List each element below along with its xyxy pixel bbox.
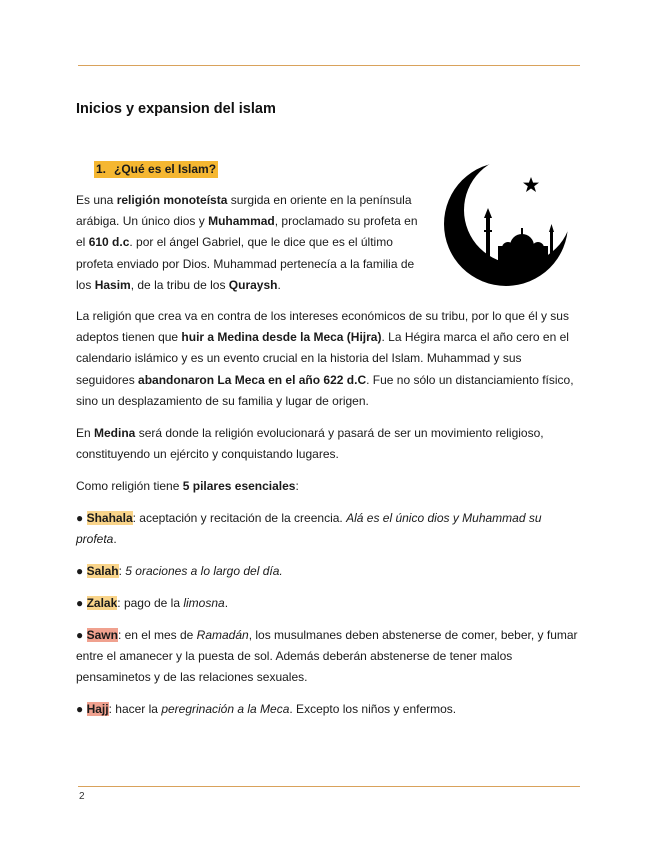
pillar-name: Sawn (86, 628, 118, 642)
hijra-paragraph: La religión que crea va en contra de los intereses económicos de su tribu, por lo que él y sus adeptos tienen que huir a Medina desde la Meca (Hijra). La Hégira marca el año cero en el calendario islámico y es un evento crucial en la historia del Islam. Muhammad y sus seguidores abandonaron La Meca en el año 622 d.C. Fue no sólo un distanciamiento físico, sino un desplazamiento de su familia y lugar de origen. (76, 309, 574, 408)
header-rule (78, 65, 580, 66)
section-number: 1. (96, 162, 107, 176)
page-number: 2 (79, 791, 85, 802)
intro-paragraph: Es una religión monoteísta surgida en oriente en la península arábiga. Un único dios y Muhammad, proclamado su profeta en el 610 d.c. por el ángel Gabriel, que le dice que es el último profeta enviado por Dios. Muhammad pertenecía a la familia de los Hasim, de la tribu de los Quraysh. (76, 193, 418, 292)
pillar-name: Shahala (86, 511, 133, 525)
bullet-icon: ● (76, 511, 84, 525)
footer-rule (78, 786, 580, 787)
pillars-intro: Como religión tiene 5 pilares esenciales: (76, 479, 299, 493)
crescent-moon-mosque-icon (438, 160, 574, 286)
pillar-item: ● Shahala: aceptación y recitación de la creencia. Alá es el único dios y Muhammad su profeta. (76, 511, 542, 547)
bullet-icon: ● (76, 564, 84, 578)
section-heading (94, 161, 218, 178)
pillar-name: Salah (86, 564, 119, 578)
pillar-item: ● Hajj: hacer la peregrinación a la Meca. Excepto los niños y enfermos. (76, 702, 457, 716)
bullet-icon: ● (76, 596, 84, 610)
pillar-item: ● Sawn: en el mes de Ramadán, los musulmanes deben abstenerse de comer, beber, y fumar entre el amanecer y la puesta de sol. Además deberán abstenerse de tener malos pensaminetos y de las relaciones sexuales. (76, 628, 578, 685)
section-label: ¿Qué es el Islam? (114, 162, 217, 176)
pillar-item: ● Salah: 5 oraciones a lo largo del día. (76, 564, 283, 578)
pillar-name: Hajj (86, 702, 109, 716)
pillar-item: ● Zalak: pago de la limosna. (76, 596, 229, 610)
bullet-icon: ● (76, 628, 84, 642)
bullet-icon: ● (76, 702, 84, 716)
medina-paragraph: En Medina será donde la religión evolucionará y pasará de ser un movimiento religioso, constituyendo un ejército y conquistando lugares. (76, 426, 544, 462)
pillar-name: Zalak (86, 596, 118, 610)
page-title: Inicios y expansion del islam (76, 101, 276, 117)
